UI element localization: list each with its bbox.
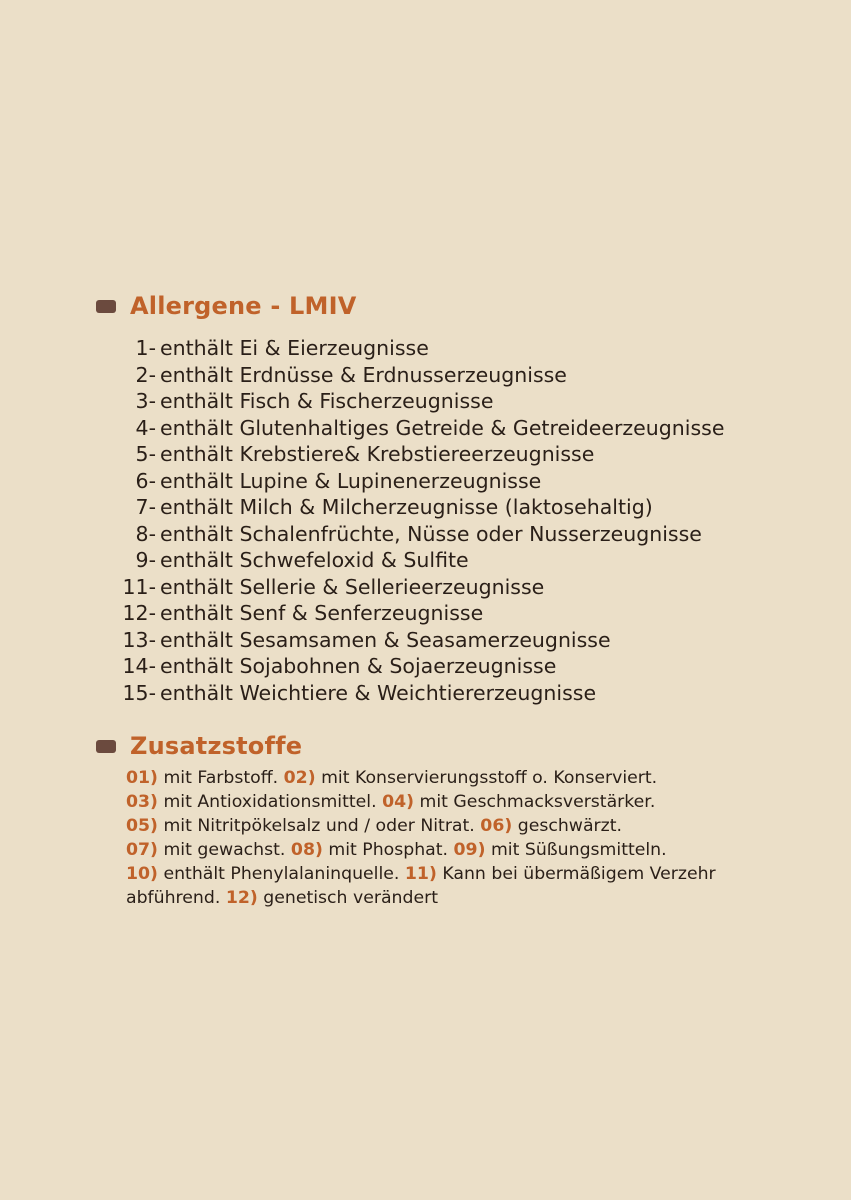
additive-text: mit Phosphat.	[328, 840, 449, 860]
allergen-text: enthält Sojabohnen & Sojaerzeugnisse	[160, 654, 557, 678]
allergen-number: 3-	[135, 389, 156, 413]
allergen-text: enthält Ei & Eierzeugnisse	[160, 336, 429, 360]
allergen-text: enthält Sesamsamen & Seasamerzeugnisse	[160, 627, 611, 652]
allergen-number: 9-	[135, 548, 156, 572]
additive-text: mit Nitritpökelsalz und / oder Nitrat.	[163, 816, 475, 836]
additive-text: mit Konservierungsstoff o. Konserviert.	[321, 768, 658, 788]
allergen-text: enthält Schalenfrüchte, Nüsse oder Nusserzeugnisse	[160, 521, 702, 546]
additive-code: 06)	[480, 816, 513, 836]
additives-title: Zusatzstoffe	[130, 732, 303, 760]
allergens-title: Allergene - LMIV	[130, 292, 357, 320]
list-item	[100, 441, 724, 468]
additives-header	[96, 732, 302, 760]
additive-code: 12)	[225, 888, 258, 908]
allergen-number: 6-	[135, 468, 156, 493]
additive-text: Kann bei übermäßigem Verzehr abführend.	[126, 864, 716, 908]
additive-code: 11)	[404, 864, 437, 884]
list-item	[100, 627, 724, 654]
list-item	[100, 680, 724, 707]
additive-text: mit Farbstoff.	[163, 768, 279, 788]
list-item	[100, 335, 724, 362]
additive-code: 07)	[126, 840, 158, 860]
list-item	[100, 494, 724, 521]
additive-text: geschwärzt.	[517, 816, 622, 836]
allergen-text: enthält Senf & Senferzeugnisse	[160, 601, 484, 625]
allergen-number: 8-	[135, 521, 156, 546]
list-item	[100, 547, 724, 574]
allergen-list	[100, 335, 724, 706]
allergen-number: 12-	[122, 601, 156, 625]
list-item	[100, 574, 724, 601]
additive-code: 03)	[126, 792, 158, 812]
list-item	[100, 415, 724, 442]
allergen-text: enthält Weichtiere & Weichtiererzeugnisse	[160, 680, 597, 705]
additive-code: 01)	[126, 768, 158, 788]
allergens-header	[96, 292, 357, 320]
allergen-text: enthält Milch & Milcherzeugnisse (laktosehaltig)	[160, 495, 653, 519]
allergen-text: enthält Krebstiere& Krebstiereerzeugnisse	[160, 442, 595, 466]
list-item	[100, 468, 724, 495]
additive-text: mit Antioxidationsmittel.	[163, 792, 377, 812]
additive-code: 10)	[126, 864, 158, 884]
allergen-text: enthält Erdnüsse & Erdnusserzeugnisse	[160, 362, 567, 387]
allergen-number: 2-	[135, 362, 156, 387]
additive-text: mit Süßungsmitteln.	[490, 840, 667, 860]
list-item	[100, 653, 724, 680]
additive-text: enthält Phenylalaninquelle.	[163, 864, 400, 884]
allergen-number: 7-	[135, 495, 156, 519]
allergen-text: enthält Glutenhaltiges Getreide & Getreideerzeugnisse	[160, 415, 725, 440]
additive-code: 09)	[453, 840, 486, 860]
additive-text: mit gewachst.	[163, 840, 286, 860]
additive-code: 02)	[283, 768, 316, 788]
list-item	[100, 600, 724, 627]
additives-list	[126, 766, 766, 910]
allergen-text: enthält Sellerie & Sellerieerzeugnisse	[160, 574, 545, 599]
allergen-number: 14-	[122, 654, 156, 678]
bullet-icon	[96, 300, 116, 313]
allergen-number: 11-	[122, 574, 156, 599]
list-item	[100, 521, 724, 548]
list-item	[100, 362, 724, 389]
additive-text: mit Geschmacksverstärker.	[419, 792, 656, 812]
additive-code: 04)	[382, 792, 415, 812]
allergen-number: 15-	[122, 680, 156, 705]
allergen-number: 5-	[135, 442, 156, 466]
allergen-number: 4-	[135, 415, 156, 440]
bullet-icon	[96, 740, 116, 753]
allergen-number: 1-	[135, 336, 156, 360]
allergen-text: enthält Schwefeloxid & Sulfite	[160, 548, 469, 572]
additive-text: genetisch verändert	[263, 888, 438, 908]
additive-code: 08)	[290, 840, 323, 860]
allergen-number: 13-	[122, 627, 156, 652]
allergen-text: enthält Fisch & Fischerzeugnisse	[160, 389, 494, 413]
additive-code: 05)	[126, 816, 158, 836]
list-item	[100, 388, 724, 415]
allergen-text: enthält Lupine & Lupinenerzeugnisse	[160, 468, 542, 493]
